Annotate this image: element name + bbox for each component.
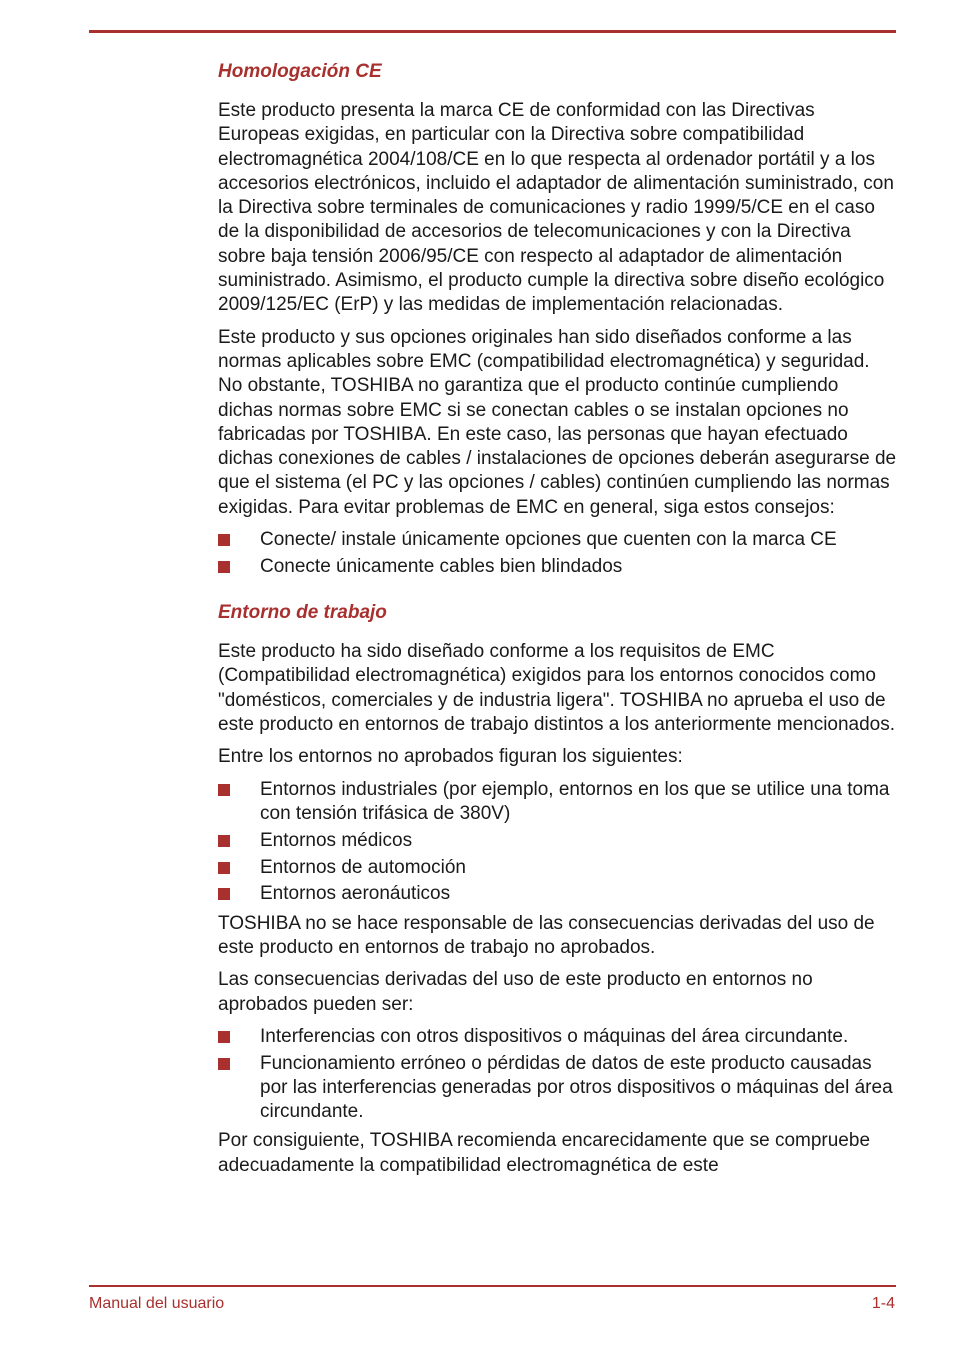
list-item-text: Interferencias con otros dispositivos o máquinas del área circundante.: [260, 1025, 849, 1047]
bullet-list: [218, 778, 898, 907]
list-item-text: Entornos de automoción: [260, 856, 466, 878]
paragraph: TOSHIBA no se hace responsable de las consecuencias derivadas del uso de este producto en entornos de trabajo no aprobados.: [218, 912, 875, 958]
square-bullet-icon: [218, 1058, 230, 1070]
top-rule: [89, 30, 896, 33]
bullet-list: [218, 1025, 898, 1125]
list-item: [218, 778, 898, 827]
square-bullet-icon: [218, 835, 230, 847]
list-item: [218, 1025, 898, 1049]
list-item-text: Conecte/ instale únicamente opciones que cuenten con la marca CE: [260, 529, 837, 551]
square-bullet-icon: [218, 888, 230, 900]
section-heading-ce: Homologación CE: [218, 61, 382, 82]
square-bullet-icon: [218, 561, 230, 573]
list-item: [218, 882, 898, 906]
list-item: [218, 528, 898, 552]
list-item: [218, 856, 898, 880]
paragraph: Por consiguiente, TOSHIBA recomienda encarecidamente que se compruebe adecuadamente la compatibilidad electromagnética de este: [218, 1130, 871, 1176]
list-item-text: Entornos médicos: [260, 829, 413, 851]
paragraph: Este producto presenta la marca CE de conformidad con las Directivas Europeas exigidas, en particular con la Directiva sobre compatibilidad electromagnética 2004/108/CE en lo que respecta al ordenador portátil y a los accesorios electrónicos, incluido el adaptador de alimentación suministrado, con la Directiva sobre terminales de comunicaciones y radio 1999/5/CE en el caso de la disponibilidad de accesorios de telecomunicaciones y con la Directiva sobre baja tensión 2006/95/CE con respecto al adaptador de alimentación suministrado. Asimismo, el producto cumple la directiva sobre diseño ecológico 2009/125/EC (ErP) y las medidas de implementación relacionadas.: [218, 100, 894, 316]
list-item-text: Entornos industriales (por ejemplo, entornos en los que se utilice una toma con tensión trifásica de 380V): [260, 778, 890, 824]
paragraph: Este producto y sus opciones originales han sido diseñados conforme a las normas aplicables sobre EMC (compatibilidad electromagnética) y seguridad. No obstante, TOSHIBA no garantiza que el producto continúe cumpliendo dichas normas sobre EMC si se conectan cables o se instalan opciones no fabricadas por TOSHIBA. En este caso, las personas que hayan efectuado dichas conexiones de cables / instalaciones de opciones deberán asegurarse de que el sistema (el PC y las opciones / cables) continúen cumpliendo las normas exigidas. Para evitar problemas de EMC en general, siga estos consejos:: [218, 326, 897, 518]
page-number: 1-4: [871, 1295, 895, 1312]
paragraph: Entre los entornos no aprobados figuran los siguientes:: [218, 746, 683, 768]
list-item-text: Conecte únicamente cables bien blindados: [260, 555, 623, 577]
square-bullet-icon: [218, 1031, 230, 1043]
list-item: [218, 555, 898, 579]
bullet-list: [218, 528, 898, 579]
paragraph: Las consecuencias derivadas del uso de este producto en entornos no aprobados pueden ser:: [218, 969, 813, 1015]
list-item-text: Entornos aeronáuticos: [260, 883, 451, 905]
square-bullet-icon: [218, 784, 230, 796]
paragraph: Este producto ha sido diseñado conforme a los requisitos de EMC (Compatibilidad electromagnética) exigidos para los entornos conocidos como "domésticos, comerciales y de industria ligera". TOSHIBA no aprueba el uso de este producto en entornos de trabajo distintos a los anteriormente mencionados.: [218, 641, 896, 736]
footer-title: Manual del usuario: [89, 1295, 225, 1312]
list-item: [218, 829, 898, 853]
square-bullet-icon: [218, 862, 230, 874]
bottom-rule: [89, 1285, 896, 1287]
square-bullet-icon: [218, 534, 230, 546]
list-item-text: Funcionamiento erróneo o pérdidas de datos de este producto causadas por las interferencias generadas por otros dispositivos o máquinas del área circundante.: [260, 1052, 893, 1123]
list-item: [218, 1052, 898, 1125]
page-content: [218, 60, 898, 1186]
section-heading-entorno: Entorno de trabajo: [218, 602, 387, 624]
